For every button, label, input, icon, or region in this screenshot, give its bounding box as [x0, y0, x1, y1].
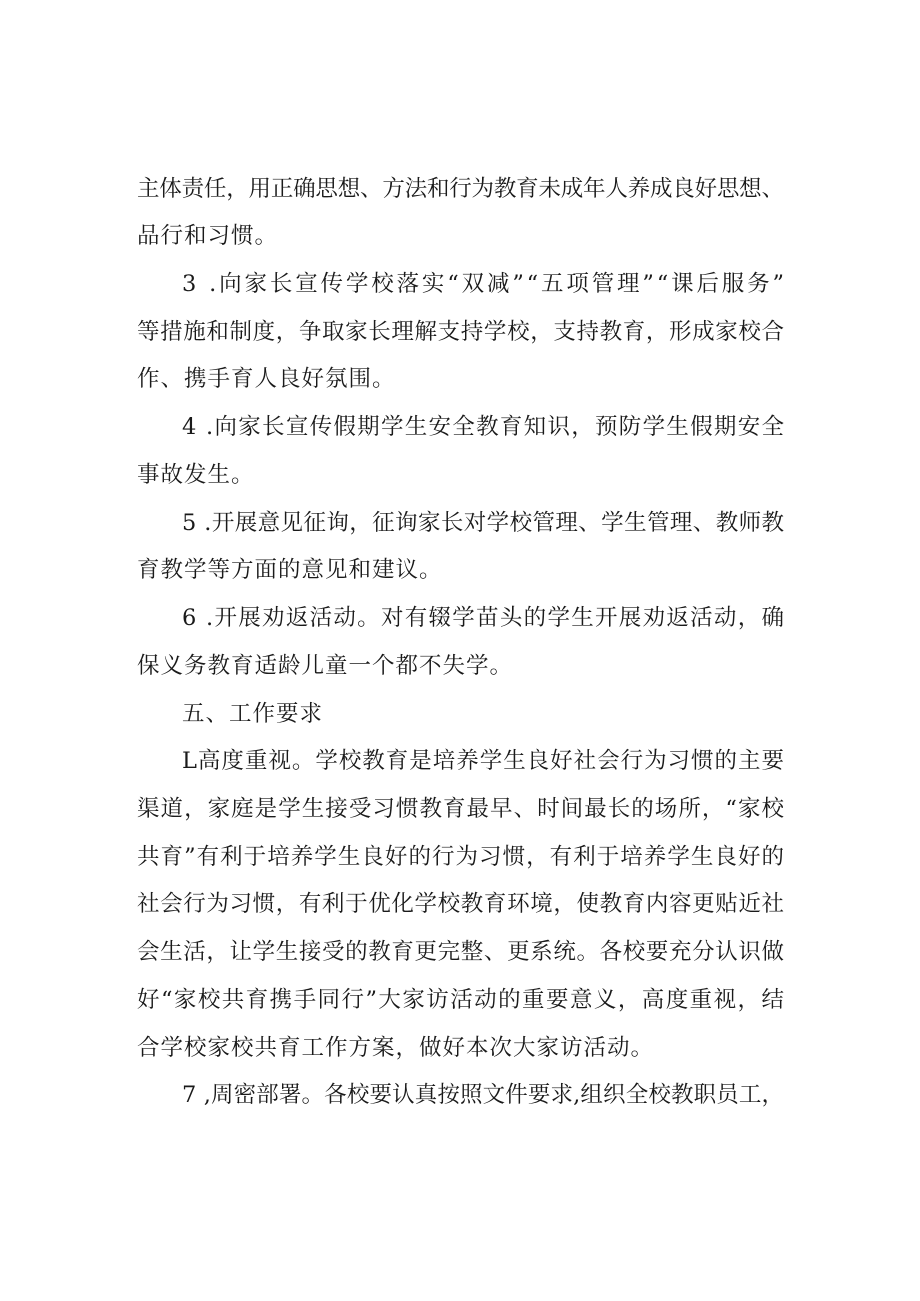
text-line: 好“家校共育携手同行”大家访活动的重要意义，高度重视，结 [137, 987, 786, 1013]
text-line: 社会行为习惯，有利于优化学校教育环境，使教育内容更贴近社 [137, 891, 785, 917]
text-line: 3 .向家长宣传学校落实“双减”“五项管理”“课后服务” [182, 271, 787, 297]
text-line: L高度重视。学校教育是培养学生良好社会行为习惯的主要 [182, 748, 785, 774]
text-line: 育教学等方面的意见和建议。 [137, 557, 443, 583]
text-line: 共育”有利于培养学生良好的行为习惯，有利于培养学生良好的 [137, 844, 786, 870]
text-line: 事故发生。 [137, 462, 255, 488]
text-line: 作、携手育人良好氛围。 [137, 366, 396, 392]
text-line: 6 .开展劝返活动。对有辍学苗头的学生开展劝返活动，确 [182, 605, 786, 631]
text-line: 等措施和制度，争取家长理解支持学校，支持教育，形成家校合 [137, 319, 785, 345]
text-line: 渠道，家庭是学生接受习惯教育最早、时间最长的场所，“家校 [137, 796, 786, 822]
text-line: 4 .向家长宣传假期学生安全教育知识，预防学生假期安全 [182, 414, 786, 440]
section-heading: 五、工作要求 [182, 701, 324, 727]
text-line: 合学校家校共育工作方案，做好本次大家访活动。 [137, 1035, 655, 1061]
text-line: 主体责任，用正确思想、方法和行为教育未成年人养成良好思想、 [137, 176, 784, 202]
text-line: 品行和习惯。 [137, 223, 279, 249]
text-line: 保义务教育适龄儿童一个都不失学。 [137, 653, 514, 679]
text-line: 7 ,周密部署。各校要认真按照文件要求,组织全校教职员工， [182, 1082, 785, 1108]
text-line: 会生活，让学生接受的教育更完整、更系统。各校要充分认识做 [137, 939, 785, 965]
text-line: 5 .开展意见征询，征询家长对学校管理、学生管理、教师教 [182, 510, 785, 536]
